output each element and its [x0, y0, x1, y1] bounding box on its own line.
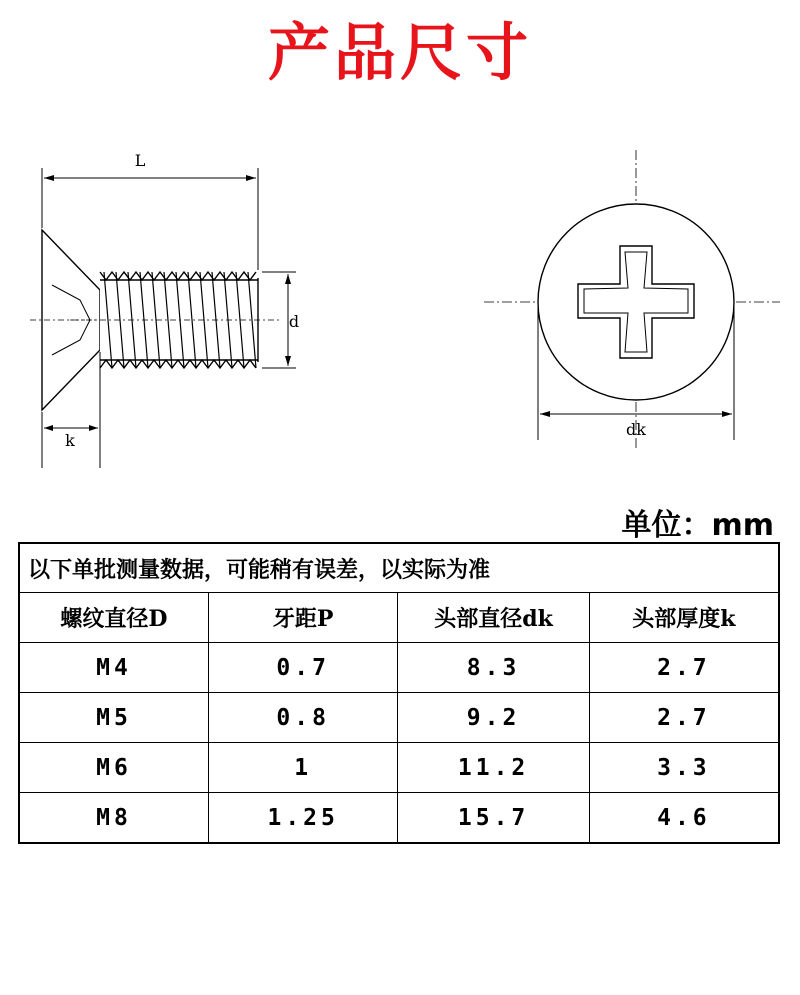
cell-head-thickness: 3.3	[589, 743, 779, 793]
cell-pitch: 0.7	[208, 643, 397, 693]
cell-thread-diameter: M4	[19, 643, 208, 693]
cell-pitch: 0.8	[208, 693, 397, 743]
header-pitch: 牙距P	[208, 593, 397, 643]
unit-label: 单位：mm	[621, 508, 774, 543]
cell-head-thickness: 2.7	[589, 643, 779, 693]
cell-pitch: 1.25	[208, 793, 397, 844]
cell-head-diameter: 8.3	[398, 643, 589, 693]
cell-thread-diameter: M8	[19, 793, 208, 844]
screw-dimension-diagram	[0, 140, 800, 480]
cell-thread-diameter: M5	[19, 693, 208, 743]
cell-head-diameter: 11.2	[398, 743, 589, 793]
screw-side-view	[30, 168, 296, 468]
table-header-row	[19, 593, 779, 643]
head-diameter-label: dk	[626, 420, 646, 439]
size-spec-table	[18, 542, 780, 844]
cell-head-diameter: 15.7	[398, 793, 589, 844]
head-thickness-label: k	[65, 431, 75, 450]
cell-head-thickness: 4.6	[589, 793, 779, 844]
cell-thread-diameter: M6	[19, 743, 208, 793]
header-thread-diameter: 螺纹直径D	[19, 593, 208, 643]
cell-head-thickness: 2.7	[589, 693, 779, 743]
header-head-diameter: 头部直径dk	[398, 593, 589, 643]
table-row	[19, 793, 779, 844]
table-row	[19, 693, 779, 743]
diameter-label: d	[288, 312, 300, 331]
table-note-row	[19, 543, 779, 593]
cell-head-diameter: 9.2	[398, 693, 589, 743]
screw-top-view	[484, 150, 780, 448]
page-title: 产品尺寸	[267, 16, 532, 89]
table-row	[19, 743, 779, 793]
cell-pitch: 1	[208, 743, 397, 793]
length-label: L	[134, 151, 146, 170]
table-note: 以下单批测量数据，可能稍有误差，以实际为准	[19, 543, 779, 593]
table-row	[19, 643, 779, 693]
header-head-thickness: 头部厚度k	[589, 593, 779, 643]
